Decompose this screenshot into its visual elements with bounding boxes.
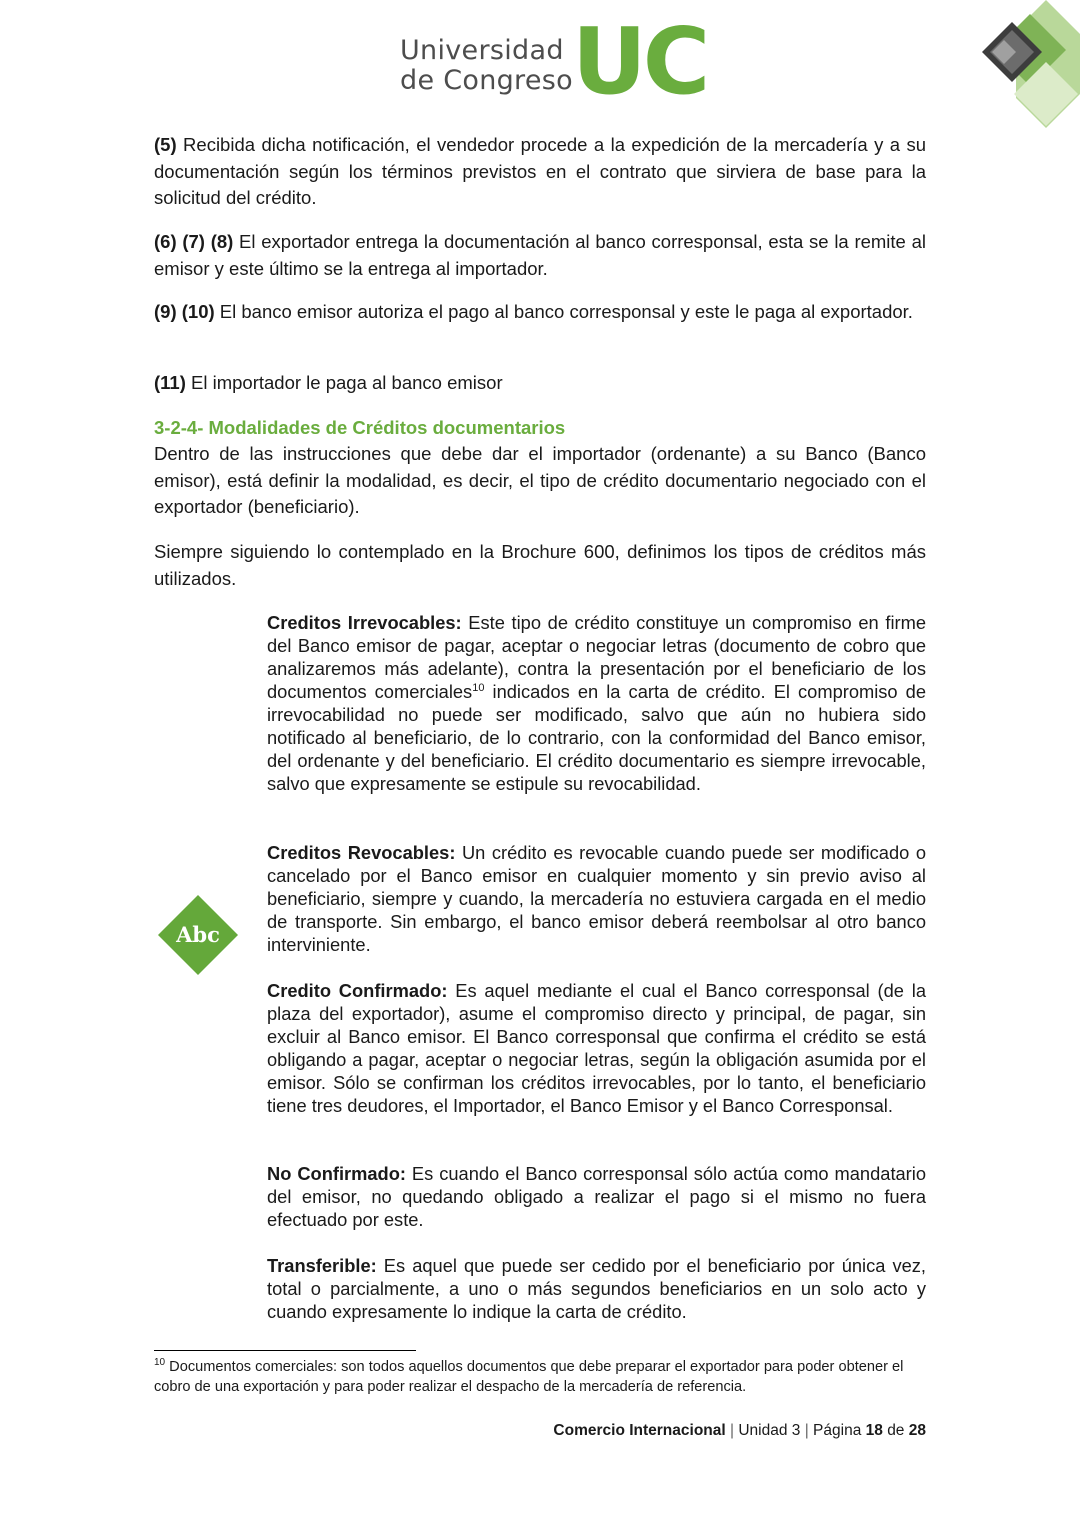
step-11-paragraph — [154, 370, 926, 397]
definition-term: Transferible: — [267, 1255, 377, 1276]
definition-no-confirmado — [267, 1162, 926, 1231]
step-text: El banco emisor autoriza el pago al banco corresponsal y este le paga al exportador. — [214, 301, 913, 322]
definition-confirmado — [267, 979, 926, 1117]
step-5-paragraph — [154, 132, 926, 212]
definition-revocables-block — [267, 841, 926, 956]
section-intro-2-block — [154, 539, 926, 592]
footer-separator: | — [730, 1422, 735, 1439]
section-intro-2: Siempre siguiendo lo contemplado en la Brochure 600, definimos los tipos de créditos más utilizados. — [154, 541, 926, 589]
definition-text: Es cuando el Banco corresponsal sólo actúa como mandatario del emisor, no quedando obligado a realizar el pago si el mismo no fuera efectuado por este. — [267, 1163, 927, 1230]
footer-separator: | — [804, 1422, 809, 1439]
section-intro-1: Dentro de las instrucciones que debe dar el importador (ordenante) a su Banco (Banco emisor), está definir la modalidad, es decir, el tipo de crédito documentario negociado con el exportador (beneficiario). — [154, 443, 926, 517]
footer-of-word: de — [887, 1422, 905, 1439]
step-910-paragraph — [154, 299, 926, 326]
step-text: Recibida dicha notificación, el vendedor procede a la expedición de la mercadería y a su documentación según los términos previstos en el contrato que sirviera de base para la solicitud del crédito. — [154, 134, 926, 208]
definition-term: Credito Confirmado: — [267, 980, 448, 1001]
step-678-block — [154, 229, 926, 282]
page-footer — [553, 1421, 926, 1441]
logo-line-1: Universidad — [400, 35, 564, 66]
definition-text: Un crédito es revocable cuando puede ser modificado o cancelado por el Banco emisor en cualquier momento y sin previo aviso al beneficiario, siempre y cuando, la mercadería no estuviera cargada en el medio de transporte. Sin embargo, el banco emisor deberá reembolsar al otro banco interviniente. — [267, 842, 927, 955]
steps-block — [154, 132, 926, 212]
step-number: (9) (10) — [154, 301, 215, 322]
definition-text-cont: indicados en la carta de crédito. El compromiso de irrevocabilidad no puede ser modificado, salvo que aún no hubiera sido notificado al beneficiario, de lo contrario, con la conformidad del Banco emisor, del ordenante y del beneficiario. El crédito documentario es siempre irrevocable, salvo que expresamente se estipule su revocabilidad. — [267, 681, 926, 794]
step-text: El importador le paga al banco emisor — [185, 372, 503, 393]
step-678-paragraph — [154, 229, 926, 282]
definition-no-confirmado-block — [267, 1162, 926, 1231]
footer-course: Comercio Internacional — [553, 1422, 726, 1439]
definition-text: Este tipo de crédito constituye un compromiso en firme del Banco emisor de pagar, aceptar o negociar letras (documento de cobro que analizaremos más adelante), contra la presentación por el beneficiario de los documentos comerciales — [267, 612, 926, 702]
footnote-text: Documentos comerciales: son todos aquellos documentos que debe preparar el exportador para poder obtener el cobro de una exportación y para poder realizar el despacho de la mercadería de referencia. — [154, 1359, 904, 1395]
step-number: (11) — [154, 372, 186, 393]
definition-term: Creditos Irrevocables: — [267, 612, 462, 633]
footnote-divider — [154, 1350, 416, 1351]
footnote — [154, 1357, 926, 1397]
section-block — [154, 415, 926, 521]
definition-irrevocables — [267, 611, 926, 795]
glossary-diamond-icon — [158, 895, 238, 975]
step-number: (5) — [154, 134, 177, 155]
definition-confirmado-block — [267, 979, 926, 1117]
definition-text: Es aquel que puede ser cedido por el beneficiario por única vez, total o parcialmente, a uno o más segundos beneficiarios en un solo acto y cuando expresamente lo indique la carta de crédito. — [267, 1255, 926, 1322]
footnote-number: 10 — [154, 1357, 166, 1369]
step-number: (6) (7) (8) — [154, 231, 234, 252]
definition-term: Creditos Revocables: — [267, 842, 456, 863]
definition-revocables — [267, 841, 926, 956]
footer-page-total: 28 — [908, 1422, 926, 1439]
step-11-block — [154, 370, 926, 397]
definition-text: Es aquel mediante el cual el Banco corresponsal (de la plaza del exportador), asume el compromiso directo y principal, de pagar, sin excluir al Banco emisor. El Banco corresponsal que confirma el crédito se está obligando a pagar, aceptar o negociar letras, según la obligación asumida por el emisor. Sólo se confirman los créditos irrevocables, por lo tanto, el beneficiario tiene tres deudores, el Importador, el Banco Emisor y el Banco Corresponsal. — [267, 980, 927, 1116]
logo-wordmark — [400, 36, 573, 96]
footer-page-word: Página — [813, 1422, 862, 1439]
section-heading: 3-2-4- Modalidades de Créditos documentarios — [154, 417, 566, 438]
glossary-badge-label: Abc — [176, 922, 220, 947]
step-text: El exportador entrega la documentación al banco corresponsal, esta se la remite al emisor y este último se la entrega al importador. — [154, 231, 926, 279]
corner-decoration — [982, 0, 1080, 130]
university-logo — [400, 8, 707, 115]
footer-unit: Unidad 3 — [738, 1422, 801, 1439]
step-910-block — [154, 299, 926, 326]
definition-transferible — [267, 1254, 926, 1323]
definition-term: No Confirmado: — [267, 1163, 406, 1184]
definition-irrevocables-block — [267, 611, 926, 795]
footer-page-number: 18 — [865, 1422, 883, 1439]
logo-mark: UC — [572, 8, 707, 115]
definition-transferible-block — [267, 1254, 926, 1323]
logo-line-2: de Congreso — [400, 65, 573, 96]
footnote-ref: 10 — [472, 681, 485, 694]
